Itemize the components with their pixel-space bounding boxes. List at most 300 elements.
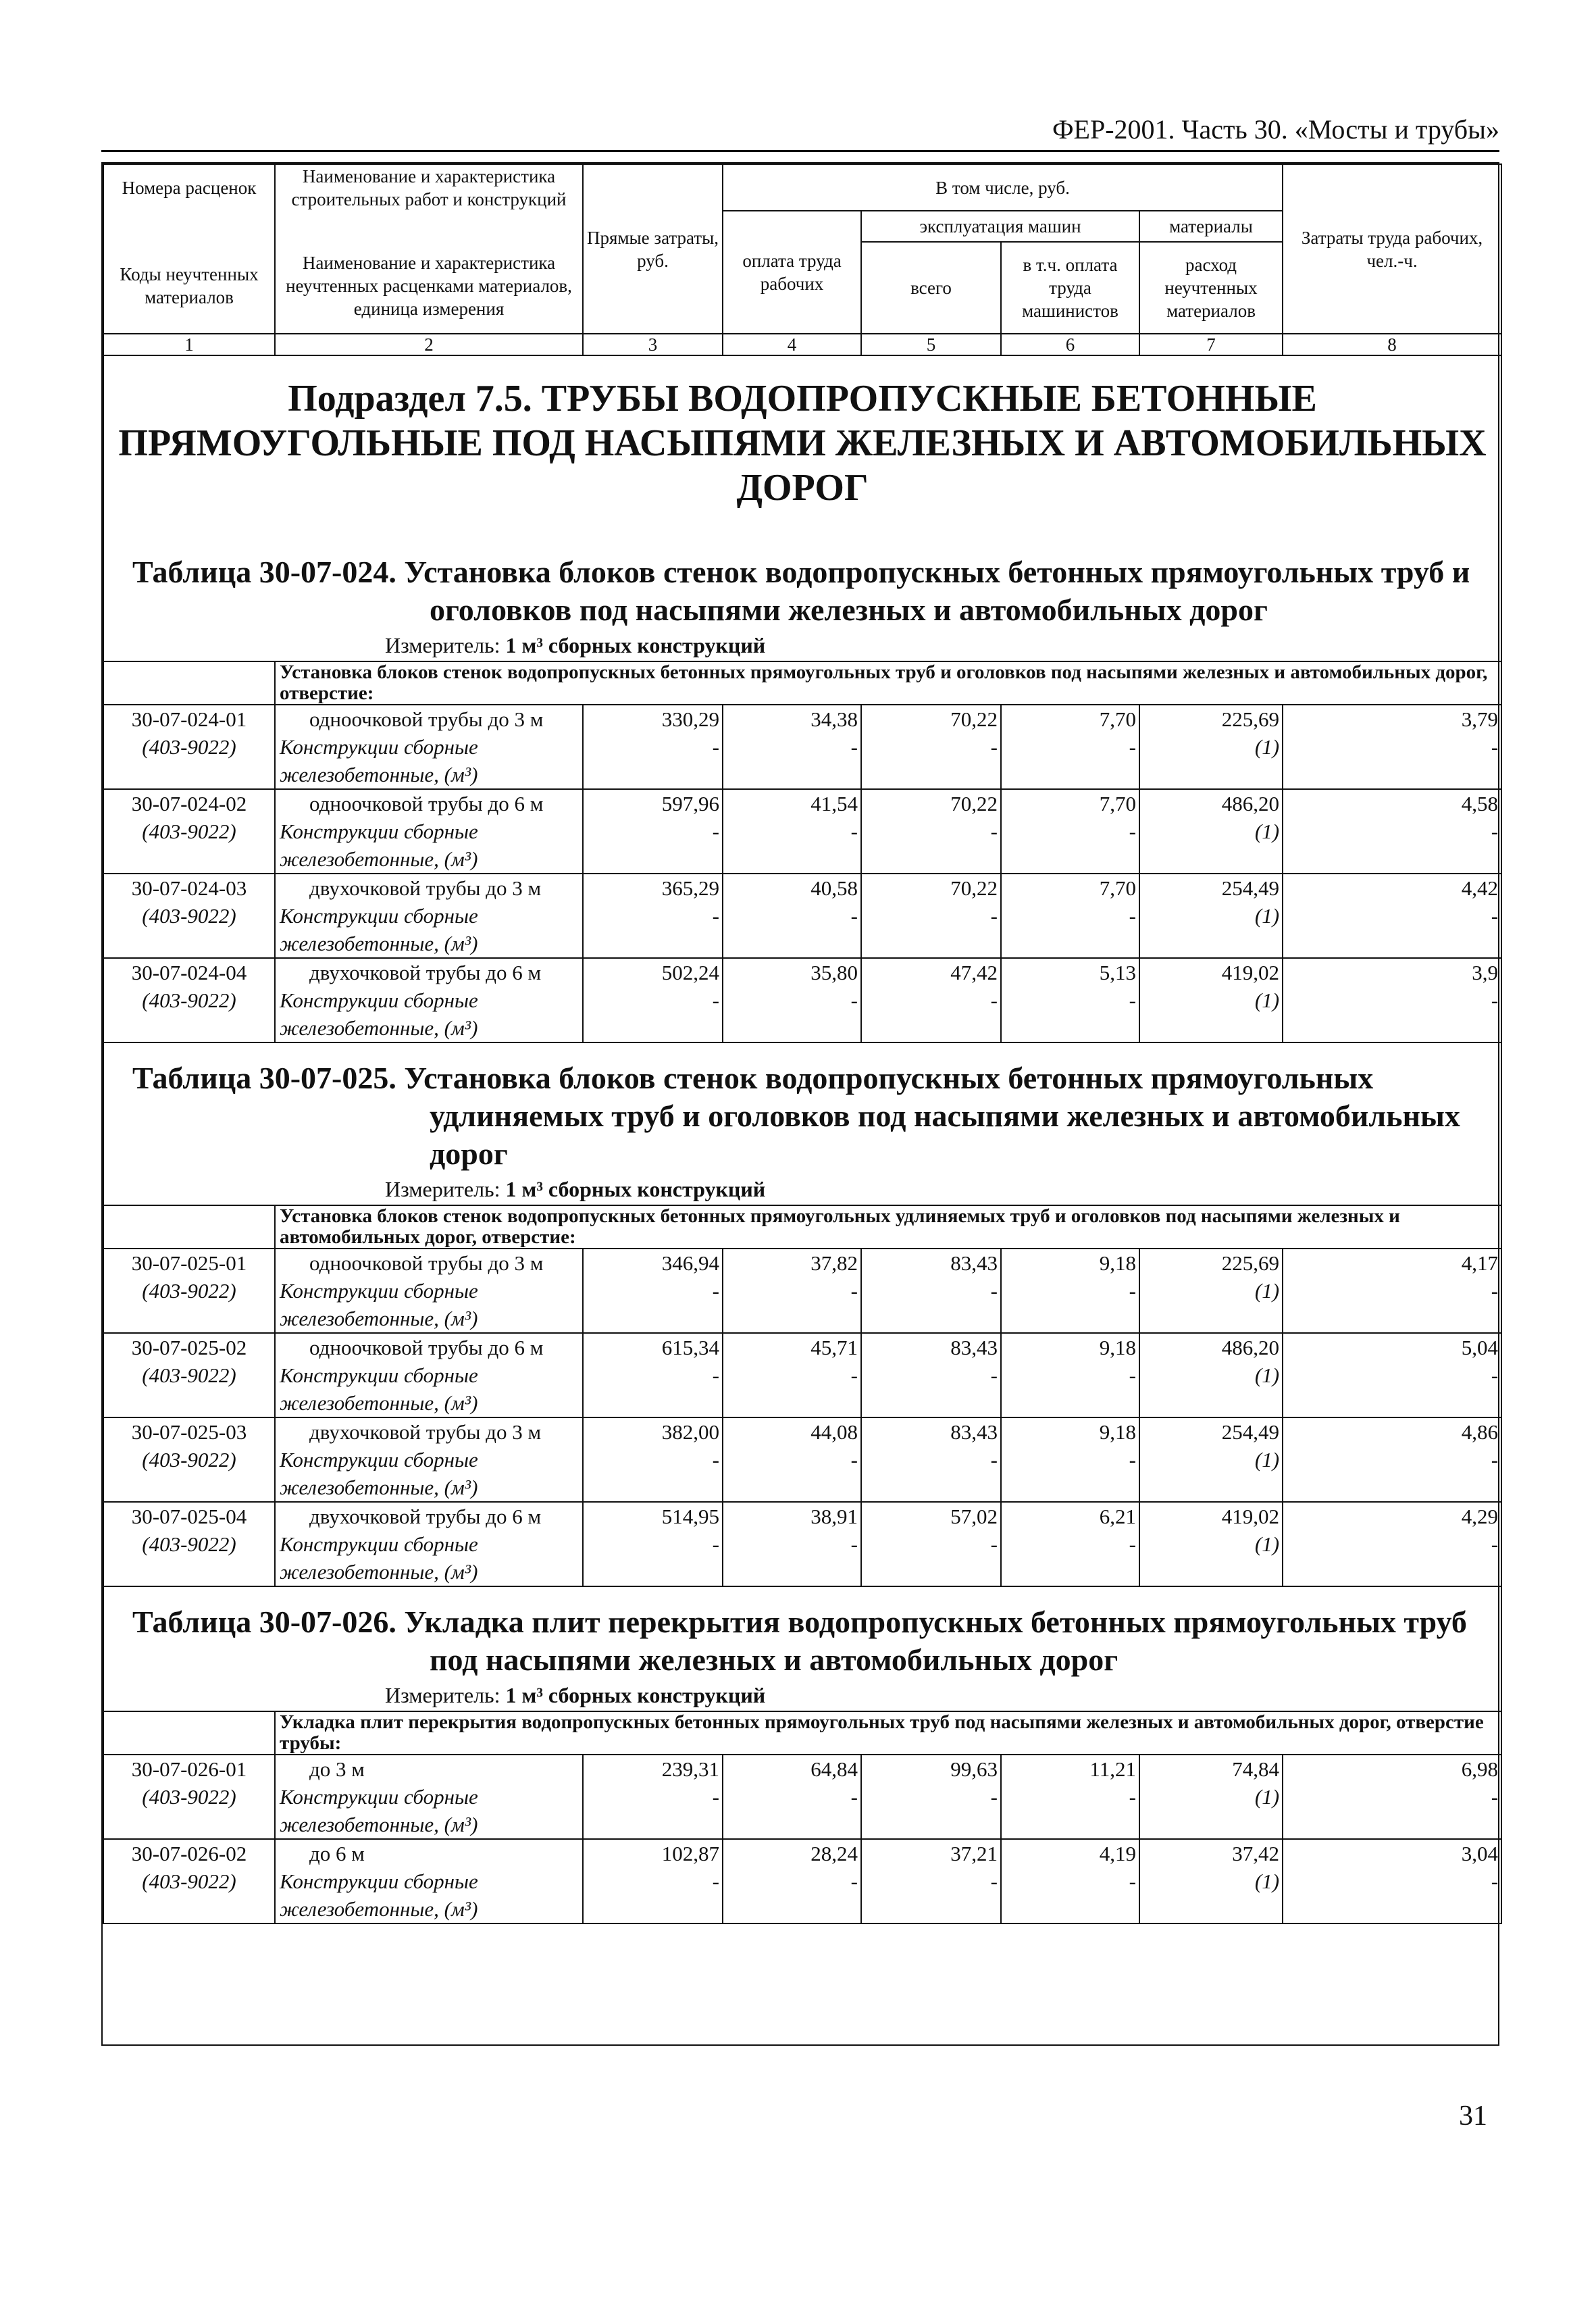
machinist-labor: 11,21 [1089,1757,1136,1781]
dash: - [990,1363,998,1387]
table-caption [103,1042,1501,1173]
labor-cost-cell [723,705,861,789]
material-name: Конструкции сборные железобетонные, (м³) [280,1532,478,1584]
measure-line [103,1679,1501,1711]
machine-cost: 70,22 [950,876,998,900]
dash: - [1129,904,1136,928]
work-name: одноочковой трубы до 3 м [309,1251,544,1275]
labor-cost: 38,91 [810,1505,858,1528]
direct-cost-cell [583,1502,723,1586]
material-cost-cell [1139,1755,1283,1839]
material-cost-cell [1139,705,1283,789]
dash: - [850,735,858,759]
rate-code-cell [103,874,275,958]
table-caption [103,537,1501,629]
work-name: одноочковой трубы до 6 м [309,792,544,815]
labor-hours: 6,98 [1461,1757,1499,1781]
machine-cost-cell [861,1839,1001,1923]
work-name: до 3 м [309,1757,365,1781]
dash: - [990,820,998,843]
labor-hours-cell [1283,1502,1501,1586]
machine-cost: 37,21 [950,1842,998,1865]
table-label: Таблица 30-07-024. [132,555,396,589]
material-cost: 225,69 [1221,1251,1280,1275]
labor-hours: 4,29 [1461,1505,1499,1528]
work-name: одноочковой трубы до 3 м [309,707,544,731]
machinist-labor-cell [1001,1249,1139,1333]
machinist-labor: 4,19 [1099,1842,1136,1865]
dash: - [712,1279,719,1303]
material-code: (403-9022) [142,1448,236,1472]
dash: - [1129,1448,1136,1472]
table-row [103,958,1501,1042]
machinist-labor: 9,18 [1099,1336,1136,1359]
table-title: Укладка плит перекрытия водопропускных бетонных прямоугольных труб под насыпями железных и автомобильных дорог [404,1605,1467,1677]
labor-hours: 4,86 [1461,1420,1499,1444]
machine-cost-cell [861,1333,1001,1417]
material-code: (403-9022) [142,735,236,759]
dash: - [850,904,858,928]
direct-cost: 330,29 [661,707,719,731]
labor-cost-cell [723,1839,861,1923]
dash: - [990,1279,998,1303]
material-code: (403-9022) [142,1869,236,1893]
dash: - [850,1785,858,1809]
labor-cost: 45,71 [810,1336,858,1359]
material-quantity: (1) [1254,1785,1280,1809]
col-number: 4 [723,334,861,355]
group-code-cell [103,1711,275,1755]
work-name-cell [275,1755,583,1839]
group-code-cell [103,1205,275,1249]
machinist-labor-cell [1001,958,1139,1042]
direct-cost: 102,87 [661,1842,719,1865]
measure-line [103,629,1501,661]
material-cost: 486,20 [1221,792,1280,815]
material-name: Конструкции сборные железобетонные, (м³) [280,988,478,1040]
machine-cost: 99,63 [950,1757,998,1781]
direct-cost-cell [583,1839,723,1923]
machine-cost: 83,43 [950,1336,998,1359]
rate-code-cell [103,1502,275,1586]
labor-hours: 4,17 [1461,1251,1499,1275]
labor-cost-cell [723,1502,861,1586]
machinist-labor-cell [1001,705,1139,789]
group-code-cell [103,661,275,705]
material-code: (403-9022) [142,1279,236,1303]
material-code: (403-9022) [142,820,236,843]
machine-cost: 70,22 [950,792,998,815]
col-number: 1 [103,334,275,355]
dash: - [712,1448,719,1472]
group-title: Установка блоков стенок водопропускных бетонных прямоугольных удлиняемых труб и оголовков под насыпями железных и автомобильных дорог, отверстие: [275,1205,1501,1249]
col-1-top: Номера расценок [103,164,275,211]
machine-cost: 83,43 [950,1420,998,1444]
table-title: Установка блоков стенок водопропускных бетонных прямоугольных труб и оголовков под насыпями железных и автомобильных дорог [404,555,1470,627]
labor-cost: 64,84 [810,1757,858,1781]
direct-cost: 615,34 [661,1336,719,1359]
rate-code: 30-07-024-03 [131,876,247,900]
machine-cost-cell [861,1502,1001,1586]
dash: - [712,735,719,759]
material-cost-cell [1139,1333,1283,1417]
dash: - [850,988,858,1012]
direct-cost-cell [583,1417,723,1502]
dash: - [990,988,998,1012]
rate-code: 30-07-025-01 [131,1251,247,1275]
machines-header: эксплуатация машин [861,211,1139,242]
rate-code-cell [103,789,275,874]
labor-cost: 28,24 [810,1842,858,1865]
dash: - [1491,1363,1499,1387]
labor-hours-cell [1283,1417,1501,1502]
rate-code-cell [103,1333,275,1417]
labor-cost-cell [723,874,861,958]
work-name-cell [275,1502,583,1586]
rate-code-cell [103,1839,275,1923]
labor-cost-cell [723,1249,861,1333]
dash: - [1129,820,1136,843]
material-cost-cell [1139,1502,1283,1586]
material-quantity: (1) [1254,904,1280,928]
dash: - [1129,1532,1136,1556]
material-name: Конструкции сборные железобетонные, (м³) [280,1279,478,1330]
direct-cost-cell [583,1333,723,1417]
machinist-labor-cell [1001,1839,1139,1923]
col-number: 8 [1283,334,1501,355]
machinist-labor-cell [1001,1755,1139,1839]
machinist-labor-cell [1001,1502,1139,1586]
work-name-cell [275,789,583,874]
table-row [103,789,1501,874]
caption-text [118,1059,1497,1173]
column-header [103,164,1501,355]
dash: - [850,1279,858,1303]
work-name-cell [275,1249,583,1333]
rate-code: 30-07-026-02 [131,1842,247,1865]
rate-code: 30-07-026-01 [131,1757,247,1781]
material-quantity: (1) [1254,735,1280,759]
col-5-header: всего [861,242,1001,334]
machine-cost: 47,42 [950,961,998,984]
material-name: Конструкции сборные железобетонные, (м³) [280,735,478,786]
table-label: Таблица 30-07-026. [132,1605,396,1639]
work-name: до 6 м [309,1842,365,1865]
material-cost-cell [1139,789,1283,874]
labor-hours-cell [1283,789,1501,874]
dash: - [990,1532,998,1556]
machinist-labor-cell [1001,1333,1139,1417]
col-2-top: Наименование и характеристика строительных работ и конструкций [275,164,583,211]
material-code: (403-9022) [142,1785,236,1809]
table-row [103,1417,1501,1502]
material-cost-cell [1139,958,1283,1042]
machinist-labor: 9,18 [1099,1420,1136,1444]
dash: - [990,1869,998,1893]
direct-cost-cell [583,789,723,874]
measure-value: 1 м³ сборных конструкций [505,1683,766,1707]
caption-text [118,553,1497,629]
dash: - [1129,1279,1136,1303]
material-name: Конструкции сборные железобетонные, (м³) [280,820,478,871]
labor-cost-cell [723,958,861,1042]
rate-code-cell [103,705,275,789]
table-row [103,1249,1501,1333]
dash: - [850,1363,858,1387]
work-name-cell [275,874,583,958]
rate-code: 30-07-025-03 [131,1420,247,1444]
col-8-header: Затраты труда рабочих, чел.-ч. [1283,164,1501,334]
labor-cost-cell [723,1333,861,1417]
material-name: Конструкции сборные железобетонные, (м³) [280,1869,478,1921]
dash: - [850,1532,858,1556]
labor-hours-cell [1283,1333,1501,1417]
material-quantity: (1) [1254,988,1280,1012]
dash: - [1491,1448,1499,1472]
dash: - [1491,820,1499,843]
machine-cost: 70,22 [950,707,998,731]
labor-hours-cell [1283,1755,1501,1839]
material-code: (403-9022) [142,1363,236,1387]
material-name: Конструкции сборные железобетонные, (м³) [280,1448,478,1499]
material-name: Конструкции сборные железобетонные, (м³) [280,1785,478,1836]
machinist-labor-cell [1001,789,1139,874]
material-quantity: (1) [1254,1448,1280,1472]
dash: - [990,1785,998,1809]
labor-hours: 3,9 [1472,961,1499,984]
table-row [103,705,1501,789]
labor-cost: 44,08 [810,1420,858,1444]
material-quantity: (1) [1254,1869,1280,1893]
dash: - [1129,735,1136,759]
dash: - [990,735,998,759]
col-number: 5 [861,334,1001,355]
dash: - [712,820,719,843]
material-cost: 486,20 [1221,1336,1280,1359]
machine-cost-cell [861,705,1001,789]
page-number: 31 [1459,2101,1487,2132]
dash: - [1491,1869,1499,1893]
col-7-header: расход неучтенных материалов [1139,242,1283,334]
material-code: (403-9022) [142,1532,236,1556]
materials-header: материалы [1139,211,1283,242]
price-table-frame [101,162,1499,2046]
material-quantity: (1) [1254,1279,1280,1303]
machinist-labor: 9,18 [1099,1251,1136,1275]
dash: - [1129,1785,1136,1809]
machine-cost-cell [861,1249,1001,1333]
machine-cost: 83,43 [950,1251,998,1275]
rate-code: 30-07-025-02 [131,1336,247,1359]
labor-cost-cell [723,1755,861,1839]
material-cost: 37,42 [1232,1842,1280,1865]
col-2-bottom: Наименование и характеристика неучтенных расценками материалов, единица измерения [275,211,583,334]
labor-cost: 41,54 [810,792,858,815]
material-quantity: (1) [1254,820,1280,843]
material-cost: 419,02 [1221,1505,1280,1528]
col-6-header: в т.ч. оплата труда машинистов [1001,242,1139,334]
rate-code-cell [103,1755,275,1839]
work-name-cell [275,958,583,1042]
labor-cost: 35,80 [810,961,858,984]
direct-cost-cell [583,1249,723,1333]
labor-hours-cell [1283,958,1501,1042]
dash: - [1491,1785,1499,1809]
material-cost: 419,02 [1221,961,1280,984]
rate-code: 30-07-024-04 [131,961,247,984]
material-cost-cell [1139,1417,1283,1502]
machine-cost-cell [861,958,1001,1042]
dash: - [850,820,858,843]
material-cost: 254,49 [1221,876,1280,900]
dash: - [712,1363,719,1387]
labor-hours-cell [1283,874,1501,958]
measure-value: 1 м³ сборных конструкций [505,633,766,657]
running-header: ФЕР-2001. Часть 30. «Мосты и трубы» [1052,114,1499,145]
labor-hours-cell [1283,705,1501,789]
direct-cost-cell [583,705,723,789]
measure-line [103,1173,1501,1205]
dash: - [1129,1869,1136,1893]
work-name-cell [275,1333,583,1417]
labor-hours: 5,04 [1461,1336,1499,1359]
work-name-cell [275,705,583,789]
work-name: двухочковой трубы до 6 м [309,1505,542,1528]
dash: - [850,1448,858,1472]
labor-hours: 3,04 [1461,1842,1499,1865]
machinist-labor: 7,70 [1099,876,1136,900]
work-name: двухочковой трубы до 3 м [309,1420,542,1444]
table-row [103,1502,1501,1586]
direct-cost: 382,00 [661,1420,719,1444]
dash: - [850,1869,858,1893]
rate-code-cell [103,1417,275,1502]
material-code: (403-9022) [142,988,236,1012]
material-cost-cell [1139,1839,1283,1923]
machine-cost-cell [861,1417,1001,1502]
machine-cost-cell [861,789,1001,874]
dash: - [712,1869,719,1893]
dash: - [990,904,998,928]
table-row [103,1755,1501,1839]
machinist-labor: 7,70 [1099,792,1136,815]
direct-cost-cell [583,958,723,1042]
dash: - [1491,904,1499,928]
section-title: Подраздел 7.5. ТРУБЫ ВОДОПРОПУСКНЫЕ БЕТОННЫЕ ПРЯМОУГОЛЬНЫЕ ПОД НАСЫПЯМИ ЖЕЛЕЗНЫХ И АВТОМОБИЛЬНЫХ ДОРОГ [103,355,1501,537]
col-number: 3 [583,334,723,355]
dash: - [712,1785,719,1809]
labor-hours: 3,79 [1461,707,1499,731]
labor-cost: 37,82 [810,1251,858,1275]
measure-label: Измеритель: [385,1683,506,1707]
table-row [103,1333,1501,1417]
work-name-cell [275,1417,583,1502]
table-row [103,1839,1501,1923]
group-title: Установка блоков стенок водопропускных бетонных прямоугольных труб и оголовков под насыпями железных и автомобильных дорог, отверстие: [275,661,1501,705]
caption-text [118,1603,1497,1679]
dash: - [1129,1363,1136,1387]
labor-hours-cell [1283,1839,1501,1923]
dash: - [1491,735,1499,759]
rate-code-cell [103,1249,275,1333]
measure-label: Измеритель: [385,1177,506,1201]
table-title: Установка блоков стенок водопропускных бетонных прямоугольных удлиняемых труб и оголовков под насыпями железных и автомобильных дорог [404,1061,1460,1171]
work-name: двухочковой трубы до 6 м [309,961,542,984]
rate-code: 30-07-024-02 [131,792,247,815]
direct-cost: 365,29 [661,876,719,900]
labor-cost-cell [723,1417,861,1502]
labor-hours: 4,42 [1461,876,1499,900]
direct-cost: 239,31 [661,1757,719,1781]
incl-header: В том числе, руб. [723,164,1283,211]
material-code: (403-9022) [142,904,236,928]
labor-cost-cell [723,789,861,874]
material-quantity: (1) [1254,1532,1280,1556]
machinist-labor: 5,13 [1099,961,1136,984]
dash: - [1491,1279,1499,1303]
material-cost: 225,69 [1221,707,1280,731]
table-caption [103,1586,1501,1679]
col-number: 7 [1139,334,1283,355]
material-name: Конструкции сборные железобетонные, (м³) [280,1363,478,1415]
table-body [103,355,1501,1923]
col-1-bottom: Коды неучтенных материалов [103,211,275,334]
direct-cost: 514,95 [661,1505,719,1528]
machinist-labor-cell [1001,874,1139,958]
work-name: одноочковой трубы до 6 м [309,1336,544,1359]
direct-cost-cell [583,874,723,958]
direct-cost-cell [583,1755,723,1839]
machinist-labor: 6,21 [1099,1505,1136,1528]
work-name-cell [275,1839,583,1923]
dash: - [712,904,719,928]
labor-cost: 40,58 [810,876,858,900]
machine-cost-cell [861,1755,1001,1839]
material-cost-cell [1139,1249,1283,1333]
header-rule [101,150,1499,152]
material-name: Конструкции сборные железобетонные, (м³) [280,904,478,955]
dash: - [712,988,719,1012]
dash: - [1491,1532,1499,1556]
price-table [103,164,1502,1924]
labor-hours-cell [1283,1249,1501,1333]
machinist-labor: 7,70 [1099,707,1136,731]
machine-cost: 57,02 [950,1505,998,1528]
direct-cost: 502,24 [661,961,719,984]
table-row [103,874,1501,958]
table-label: Таблица 30-07-025. [132,1061,396,1095]
machine-cost-cell [861,874,1001,958]
machinist-labor-cell [1001,1417,1139,1502]
material-cost: 74,84 [1232,1757,1280,1781]
material-cost-cell [1139,874,1283,958]
dash: - [990,1448,998,1472]
col-number: 6 [1001,334,1139,355]
rate-code-cell [103,958,275,1042]
rate-code: 30-07-025-04 [131,1505,247,1528]
measure-value: 1 м³ сборных конструкций [505,1177,766,1201]
dash: - [1491,988,1499,1012]
labor-hours: 4,58 [1461,792,1499,815]
col-4-header: оплата труда рабочих [723,211,861,334]
direct-cost: 346,94 [661,1251,719,1275]
dash: - [712,1532,719,1556]
material-quantity: (1) [1254,1363,1280,1387]
labor-cost: 34,38 [810,707,858,731]
material-cost: 254,49 [1221,1420,1280,1444]
rate-code: 30-07-024-01 [131,707,247,731]
group-title: Укладка плит перекрытия водопропускных бетонных прямоугольных труб под насыпями железных и автомобильных дорог, отверстие трубы: [275,1711,1501,1755]
